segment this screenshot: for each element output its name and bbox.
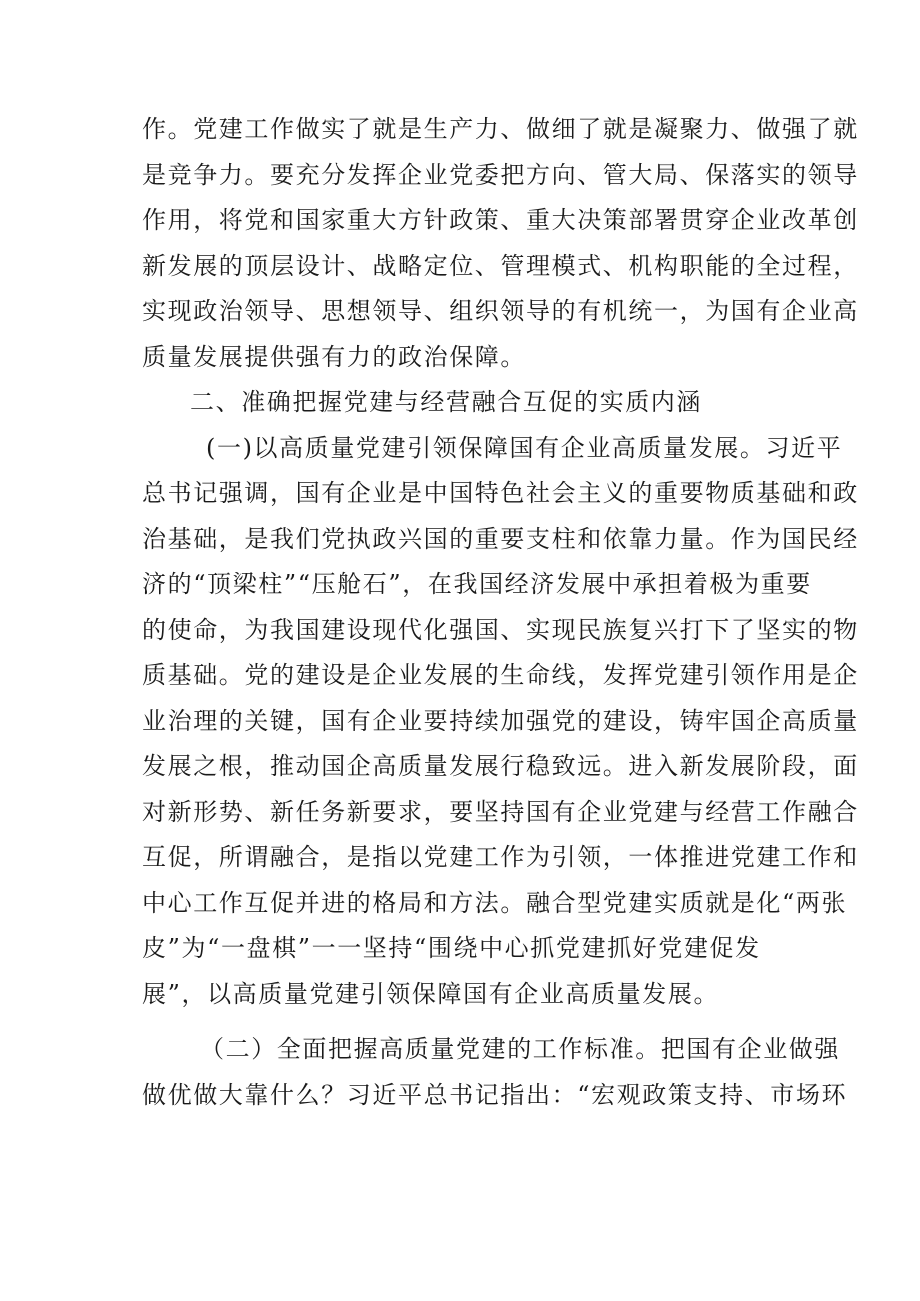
paragraph-line: 做优做大靠什么？习近平总书记指出：“宏观政策支持、市场环 [142,1080,848,1109]
paragraph-line: 业治理的关键，国有企业要持续加强党的建设，铸牢国企高质量 [142,706,859,735]
paragraph-line: 发展之根，推动国企高质量发展行稳致远。进入新发展阶段，面 [142,752,859,780]
paragraph-line: 的使命，为我国建设现代化强国、实现民族复兴打下了坚实的物 [142,615,859,644]
paragraph-gap [142,1017,792,1027]
paragraph-line: 展”，以高质量党建引领保障国有企业高质量发展。 [142,979,720,1008]
paragraph-line: 济的“顶梁柱”“压舱石”，在我国经济发展中承担着极为重要 [142,570,812,598]
paragraph-line: 作。党建工作做实了就是生产力、做细了就是凝聚力、做强了就 [142,115,859,143]
document-body [142,107,859,1118]
paragraph-line: 质量发展提供强有力的政治保障。 [142,342,526,371]
paragraph-line: 是竞争力。要充分发挥企业党委把方向、管大局、保落实的领导 [142,160,859,189]
paragraph-line: 皮”为“一盘棋”一一坚持“围绕中心抓党建抓好党建促发 [142,934,761,962]
subsection-heading-line: （二）全面把握高质量党建的工作标准。把国有企业做强 [200,1035,840,1063]
paragraph-line: 实现政治领导、思想领导、组织领导的有机统一，为国有企业高 [142,297,859,325]
paragraph-line: 中心工作互促并进的格局和方法。融合型党建实质就是化“两张 [142,888,848,917]
paragraph-line: 互促，所谓融合，是指以党建工作为引领，一体推进党建工作和 [142,843,859,871]
paragraph-line: 对新形势、新任务新要求，要坚持国有企业党建与经营工作融合 [142,797,859,826]
paragraph-line: 总书记强调，国有企业是中国特色社会主义的重要物质基础和政 [142,479,859,507]
paragraph-line: 质基础。党的建设是企业发展的生命线，发挥党建引领作用是企 [142,661,859,689]
paragraph-line: 治基础，是我们党执政兴国的重要支柱和依靠力量。作为国民经 [142,524,859,553]
section-heading: 二、准确把握党建与经营融合互促的实质内涵 [190,388,702,416]
paragraph-line: 作用，将党和国家重大方针政策、重大决策部署贯穿企业改革创 [142,206,859,234]
subsection-heading-line: (一)以高质量党建引领保障国有企业高质量发展。习近平 [206,433,843,462]
paragraph-line: 新发展的顶层设计、战略定位、管理模式、机构职能的全过程， [142,251,859,280]
